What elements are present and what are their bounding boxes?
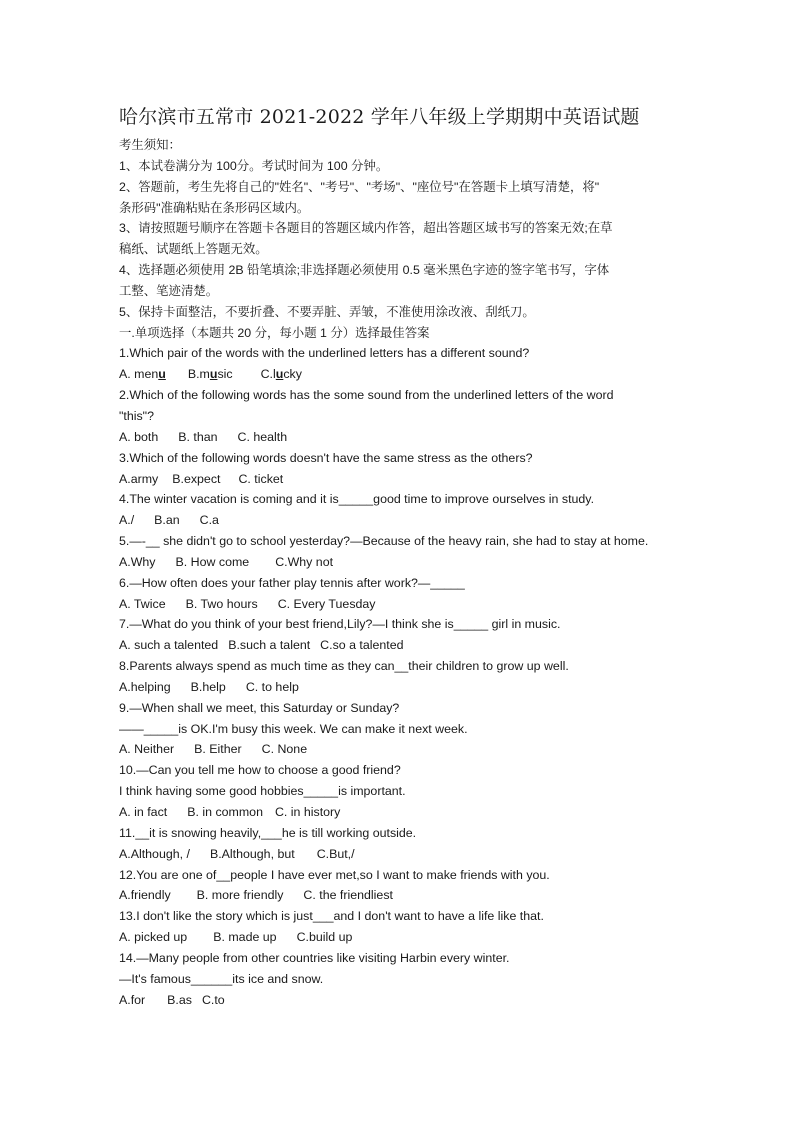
question-options xyxy=(119,510,679,531)
question-options xyxy=(119,927,679,948)
note-line: 3、请按照题号顺序在答题卡各题目的答题区域内作答，超出答题区域书写的答案无效;在草 xyxy=(119,221,613,236)
option-b: B. Two hours xyxy=(185,596,258,611)
option-a: A.Why xyxy=(119,554,156,569)
answer-blank: _____ xyxy=(430,575,465,590)
option-a: A. such a talented xyxy=(119,638,219,653)
option-a: A. Twice xyxy=(119,596,166,611)
option-a: A. Neither xyxy=(119,742,175,757)
question-stem: 6.—How often does your father play tennis after work?—_____ xyxy=(119,575,465,590)
option-c: C.Why not xyxy=(275,554,334,569)
option-b: B.an xyxy=(154,513,180,528)
question-stem: I think having some good hobbies_____is important. xyxy=(119,784,406,799)
note-line: 工整、笔迹清楚。 xyxy=(119,283,219,298)
option-c: C. the friendliest xyxy=(303,888,393,903)
answer-blank: __ xyxy=(216,867,231,882)
question-stem: 13.I don't like the story which is just___and I don't want to have a life like that. xyxy=(119,909,544,924)
question-stem: 11.__it is snowing heavily,___he is till working outside. xyxy=(119,825,417,840)
question-options xyxy=(119,885,679,906)
question-stem: —It's famous______its ice and snow. xyxy=(119,971,324,986)
question-stem: 8.Parents always spend as much time as they can__their children to grow up well. xyxy=(119,659,569,674)
question-options xyxy=(119,594,679,615)
option-a: A.friendly xyxy=(119,888,171,903)
option-b: B.help xyxy=(190,679,226,694)
option-b: B.as xyxy=(167,992,192,1007)
option-a: A.Although, / xyxy=(119,846,190,861)
answer-blank: _____ xyxy=(143,721,179,736)
option-b: B. made up xyxy=(213,930,277,945)
question-stem: 3.Which of the following words doesn't have the same stress as the others? xyxy=(119,450,533,465)
question-options xyxy=(119,677,679,698)
question-stem: ——_____is OK.I'm busy this week. We can make it next week. xyxy=(119,721,468,736)
option-c: C. in history xyxy=(274,805,341,819)
question-stem: 12.You are one of__people I have ever met,so I want to make friends with you. xyxy=(119,867,550,882)
option-c: C. None xyxy=(261,742,308,757)
answer-blank: ______ xyxy=(190,971,233,986)
option-b: B. Either xyxy=(194,742,242,757)
question-stem: 2.Which of the following words has the some sound from the underlined letters of the word xyxy=(119,388,614,403)
option-c: C.build up xyxy=(296,930,353,945)
answer-blank: _____ xyxy=(338,492,374,507)
option-b: B.expect xyxy=(172,471,221,486)
answer-blank: _____ xyxy=(303,784,339,799)
option-c: C.so a talented xyxy=(320,638,404,653)
option-b: B. more friendly xyxy=(196,888,284,903)
option-a: A./ xyxy=(119,513,135,528)
option-a: A. both xyxy=(119,429,159,444)
notes-heading: 考生须知： xyxy=(119,138,181,152)
note-line: 1、本试卷满分为 100分。考试时间为 100 分钟。 xyxy=(119,158,389,173)
option-b: B. in common xyxy=(187,805,263,819)
question-options xyxy=(119,635,679,656)
question-stem: "this"? xyxy=(119,408,154,423)
answer-blank: ___ xyxy=(312,909,334,924)
note-line: 条形码"准确粘贴在条形码区域内。 xyxy=(119,200,310,215)
note-line: 5、保持卡面整洁，不要折叠、不要弄脏、弄皱，不准使用涂改液、刮纸刀。 xyxy=(119,304,535,319)
option-a: A. picked up xyxy=(119,930,188,945)
option-b: B.Although, but xyxy=(209,846,295,861)
question-options xyxy=(119,469,679,490)
question-stem: 5.—-__ she didn't go to school yesterday?—Because of the heavy rain, she had to stay at home. xyxy=(119,534,649,549)
option-b: B.music xyxy=(187,367,233,382)
option-b: B. than xyxy=(178,429,218,444)
answer-blank: __ xyxy=(145,534,160,549)
option-b: B.such a talent xyxy=(228,638,311,653)
question-options xyxy=(119,427,679,448)
question-options xyxy=(119,739,679,760)
note-line: 稿纸、试题纸上答题无效。 xyxy=(119,242,268,257)
question-stem: 14.—Many people from other countries like visiting Harbin every winter. xyxy=(119,950,510,965)
answer-blank: __ xyxy=(135,825,150,840)
question-options xyxy=(119,802,679,823)
question-options xyxy=(119,364,679,385)
option-a: A.army xyxy=(119,471,159,486)
question-options xyxy=(119,990,679,1011)
option-c: C. ticket xyxy=(238,471,284,486)
question-stem: 7.—What do you think of your best friend,Lily?—I think she is_____ girl in music. xyxy=(119,617,561,632)
option-a: A.for xyxy=(119,992,146,1007)
option-a: A. in fact xyxy=(119,805,168,819)
option-c: C. health xyxy=(237,429,288,444)
option-c: C. to help xyxy=(245,679,299,694)
question-stem: 10.—Can you tell me how to choose a good friend? xyxy=(119,763,401,778)
answer-blank: ___ xyxy=(261,825,282,840)
section-heading: 一.单项选择（本题共 20 分，每小题 1 分）选择最佳答案 xyxy=(119,325,430,340)
question-options xyxy=(119,844,679,865)
question-options xyxy=(119,552,679,573)
question-stem: 1.Which pair of the words with the underlined letters has a different sound? xyxy=(119,346,530,361)
option-c: C. Every Tuesday xyxy=(277,596,376,611)
question-stem: 4.The winter vacation is coming and it is_____good time to improve ourselves in study. xyxy=(119,492,595,507)
option-a: A. menu xyxy=(119,367,166,382)
option-a: A.helping xyxy=(119,679,171,694)
option-c: C.a xyxy=(199,513,219,528)
exam-page xyxy=(119,104,679,1010)
answer-blank: __ xyxy=(394,659,409,674)
option-c: C.But,/ xyxy=(316,846,355,861)
note-line: 2、答题前，考生先将自己的"姓名"、"考号"、"考场"、"座位号"在答题卡上填写清楚，将" xyxy=(119,179,600,194)
answer-blank: _____ xyxy=(453,617,489,632)
note-line: 4、选择题必须使用 2B 铅笔填涂;非选择题必须使用 0.5 毫米黑色字迹的签字笔书写，字体 xyxy=(119,263,610,278)
exam-body xyxy=(119,135,679,1010)
exam-title: 哈尔滨市五常市 2021-2022 学年八年级上学期期中英语试题 xyxy=(119,106,640,128)
option-b: B. How come xyxy=(175,554,250,569)
option-c: C.lucky xyxy=(260,367,302,382)
question-stem: 9.—When shall we meet, this Saturday or Sunday? xyxy=(119,700,400,715)
option-c: C.to xyxy=(201,992,225,1007)
